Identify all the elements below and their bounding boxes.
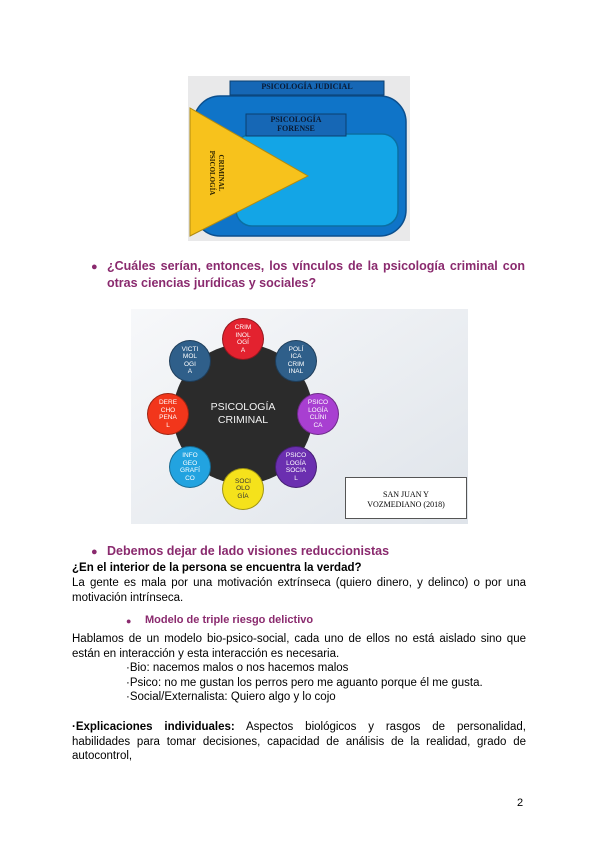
discipline-node-label: GEO (182, 459, 198, 467)
heading-triple-risk: Modelo de triple riesgo delictivo (145, 614, 314, 626)
bullet-icon: ● (91, 261, 98, 273)
psychology-hierarchy-diagram (188, 76, 410, 241)
discipline-node (222, 468, 264, 510)
forensic-psychology-label (246, 115, 346, 133)
discipline-node-label: PSICO (285, 452, 307, 460)
paragraph-bio-psycho-social: Hablamos de un modelo bio-psico-social, cada uno de ellos no está aislado sino que están en interacción y esta interacción es necesaria. (72, 633, 526, 660)
credit-line2: VOZMEDIANO (2018) (367, 500, 445, 509)
discipline-node (169, 340, 211, 382)
list-item: ·Social/Externalista: Quiero algo y lo cojo (126, 691, 336, 703)
discipline-node-label: A (187, 368, 193, 376)
discipline-node (169, 446, 211, 488)
discipline-node (275, 340, 317, 382)
credit-text (346, 490, 466, 510)
discipline-node-label: PENA (159, 414, 177, 421)
discipline-node-label: VICTI (181, 345, 199, 353)
discipline-node-label: INAL (288, 368, 304, 376)
individual-explanations-text: Aspectos biológicos y rasgos de personalidad, habilidades para tomar decisiones, capacidad de análisis de la realidad, grado de autocontrol, (72, 721, 526, 762)
heading-reductionist: Debemos dejar de lado visiones reduccionistas (107, 544, 390, 558)
discipline-node-label: GÍA (237, 492, 249, 500)
discipline-node (147, 393, 189, 435)
discipline-node-label: OGI (183, 360, 196, 368)
judicial-psychology-label: PSICOLOGÍA JUDICIAL (261, 82, 353, 91)
criminal-psychology-label (207, 123, 225, 223)
center-label (183, 401, 303, 427)
forensic-label-line2: FORENSE (277, 124, 315, 133)
paragraph-motivation: La gente es mala por una motivación extrínseca (quiero dinero, y delinco) o por una motivación intrínseca. (72, 577, 526, 604)
credit-box (345, 477, 467, 519)
discipline-node-label: DERE (158, 399, 178, 406)
discipline-node-label: ICA (290, 353, 302, 361)
forensic-label-line1: PSICOLOGÍA (270, 115, 322, 124)
center-label-line2: CRIMINAL (217, 414, 269, 426)
bullet-icon: ● (126, 616, 132, 626)
discipline-node (297, 393, 339, 435)
paragraph-individual-explanations (72, 720, 526, 764)
discipline-node-label: MOL (182, 353, 197, 361)
discipline-node-label: CHO (160, 406, 176, 414)
discipline-node-label: POLÍ (288, 345, 304, 353)
center-label-line1: PSICOLOGÍA (210, 401, 276, 413)
discipline-node (222, 318, 264, 360)
individual-explanations-label: ·Explicaciones individuales: (72, 721, 235, 733)
bullet-icon: ● (91, 546, 98, 558)
discipline-node (275, 446, 317, 488)
discipline-node-label: OGÍ (237, 339, 249, 346)
discipline-node-label: INOL (235, 331, 251, 339)
list-item: ·Psico: no me gustan los perros pero me aguanto porque él me gusta. (126, 676, 483, 689)
discipline-node-label: SOCIA (285, 467, 307, 475)
discipline-node-label: SOCI (235, 477, 251, 485)
discipline-node-label: OLO (236, 485, 250, 493)
triangle-label-line1: CRIMINAL (217, 154, 225, 192)
discipline-node-label: INFO (182, 452, 198, 460)
discipline-node-label: L (166, 421, 170, 429)
discipline-node-label: CRIM (287, 360, 305, 368)
discipline-node-label: PSICO (307, 399, 329, 406)
discipline-node-label: CA (313, 421, 323, 429)
list-item: ·Bio: nacemos malos o nos hacemos malos (126, 662, 349, 674)
page-number: 2 (517, 797, 524, 809)
credit-line1: SAN JUAN Y (383, 490, 429, 499)
model-list (126, 661, 526, 705)
criminal-psychology-links-diagram (131, 309, 468, 524)
discipline-node-label: CLÍNI (309, 414, 327, 421)
discipline-node-label: A (240, 346, 246, 354)
discipline-node-label: LOGÍA (308, 406, 328, 414)
discipline-node-label: CRIM (234, 324, 252, 331)
discipline-node-label: LOGÍA (286, 459, 306, 467)
discipline-node-label: CO (185, 474, 195, 482)
subheading-truth: ¿En el interior de la persona se encuentra la verdad? (72, 562, 362, 574)
question-links: ¿Cuáles serían, entonces, los vínculos de la psicología criminal con otras ciencias jurídicas y sociales? (107, 259, 525, 290)
discipline-node-label: L (294, 474, 298, 482)
triangle-label-line2: PSICOLOGÍA (208, 150, 216, 196)
discipline-node-label: GRAFÍ (180, 467, 200, 475)
